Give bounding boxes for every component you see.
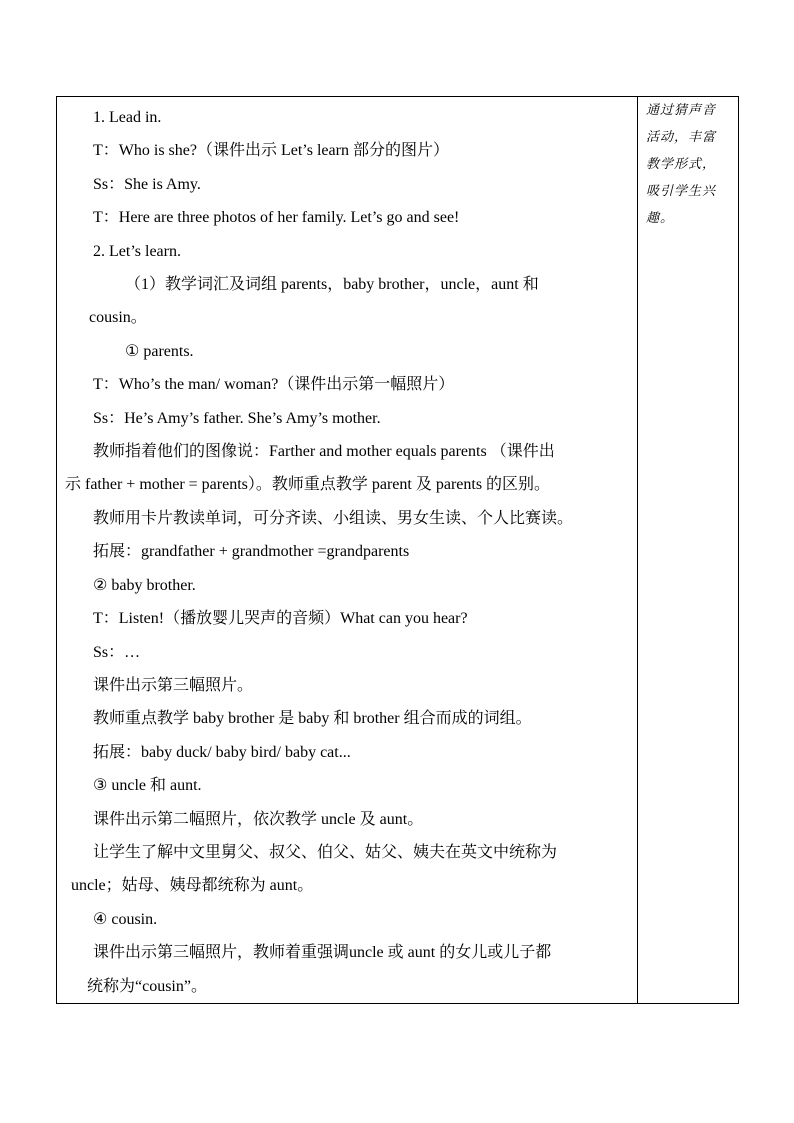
text-line: 教师指着他们的图像说：Farther and mother equals parents （课件出 bbox=[93, 443, 555, 461]
text-line: 课件出示第三幅照片。 bbox=[93, 676, 254, 694]
text-line: ① parents. bbox=[125, 342, 194, 360]
text-line: 课件出示第二幅照片，依次教学 uncle 及 aunt。 bbox=[93, 810, 424, 828]
text-line: T：Who’s the man/ woman?（课件出示第一幅照片） bbox=[93, 376, 455, 394]
table-row bbox=[57, 97, 739, 1004]
text-line: ④ cousin. bbox=[93, 910, 158, 928]
note-line: 活动，丰富 bbox=[646, 130, 717, 145]
text-line: 拓展：baby duck/ baby bird/ baby cat... bbox=[93, 743, 351, 761]
text-line: （1）教学词汇及词组 parents，baby brother，uncle，aunt 和 bbox=[125, 276, 539, 294]
text-line: T：Here are three photos of her family. Let’s go and see! bbox=[93, 209, 460, 227]
note-line: 通过猜声音 bbox=[646, 103, 717, 118]
procedure-cell bbox=[57, 97, 638, 1004]
text-line: 让学生了解中文里舅父、叔父、伯父、姑父、姨夫在英文中统称为 bbox=[93, 843, 558, 861]
design-intent-note bbox=[638, 97, 738, 232]
text-line: 教师用卡片教读单词，可分齐读、小组读、男女生读、个人比赛读。 bbox=[93, 509, 574, 527]
text-line: T：Listen!（播放婴儿哭声的音频）What can you hear? bbox=[93, 610, 468, 628]
text-line: Ss：She is Amy. bbox=[93, 175, 201, 193]
note-line: 趣。 bbox=[646, 211, 675, 226]
text-line: 2. Let’s learn. bbox=[93, 242, 181, 260]
text-line: uncle；姑母、姨母都统称为 aunt。 bbox=[71, 877, 314, 895]
text-line: Ss：… bbox=[93, 643, 141, 661]
text-line: cousin。 bbox=[89, 309, 147, 327]
text-line: ③ uncle 和 aunt. bbox=[93, 777, 202, 795]
text-line: 拓展：grandfather + grandmother =grandparents bbox=[93, 543, 410, 561]
procedure-content bbox=[57, 97, 637, 1003]
text-line: Ss：He’s Amy’s father. She’s Amy’s mother. bbox=[93, 409, 381, 427]
text-line: T：Who is she?（课件出示 Let’s learn 部分的图片） bbox=[93, 142, 449, 160]
note-line: 教学形式， bbox=[646, 157, 717, 172]
text-line: ② baby brother. bbox=[93, 576, 196, 594]
text-line: 课件出示第三幅照片，教师着重强调uncle 或 aunt 的女儿或儿子都 bbox=[93, 944, 552, 962]
note-line: 吸引学生兴 bbox=[646, 184, 717, 199]
text-line: 示 father + mother = parents）。教师重点教学 parent 及 parents 的区别。 bbox=[65, 476, 551, 494]
text-line: 1. Lead in. bbox=[93, 109, 162, 126]
lesson-plan-table bbox=[56, 96, 739, 1004]
text-line: 教师重点教学 baby brother 是 baby 和 brother 组合而成的词组。 bbox=[93, 710, 532, 728]
text-line: 统称为“cousin”。 bbox=[87, 977, 207, 995]
design-intent-cell bbox=[638, 97, 739, 1004]
